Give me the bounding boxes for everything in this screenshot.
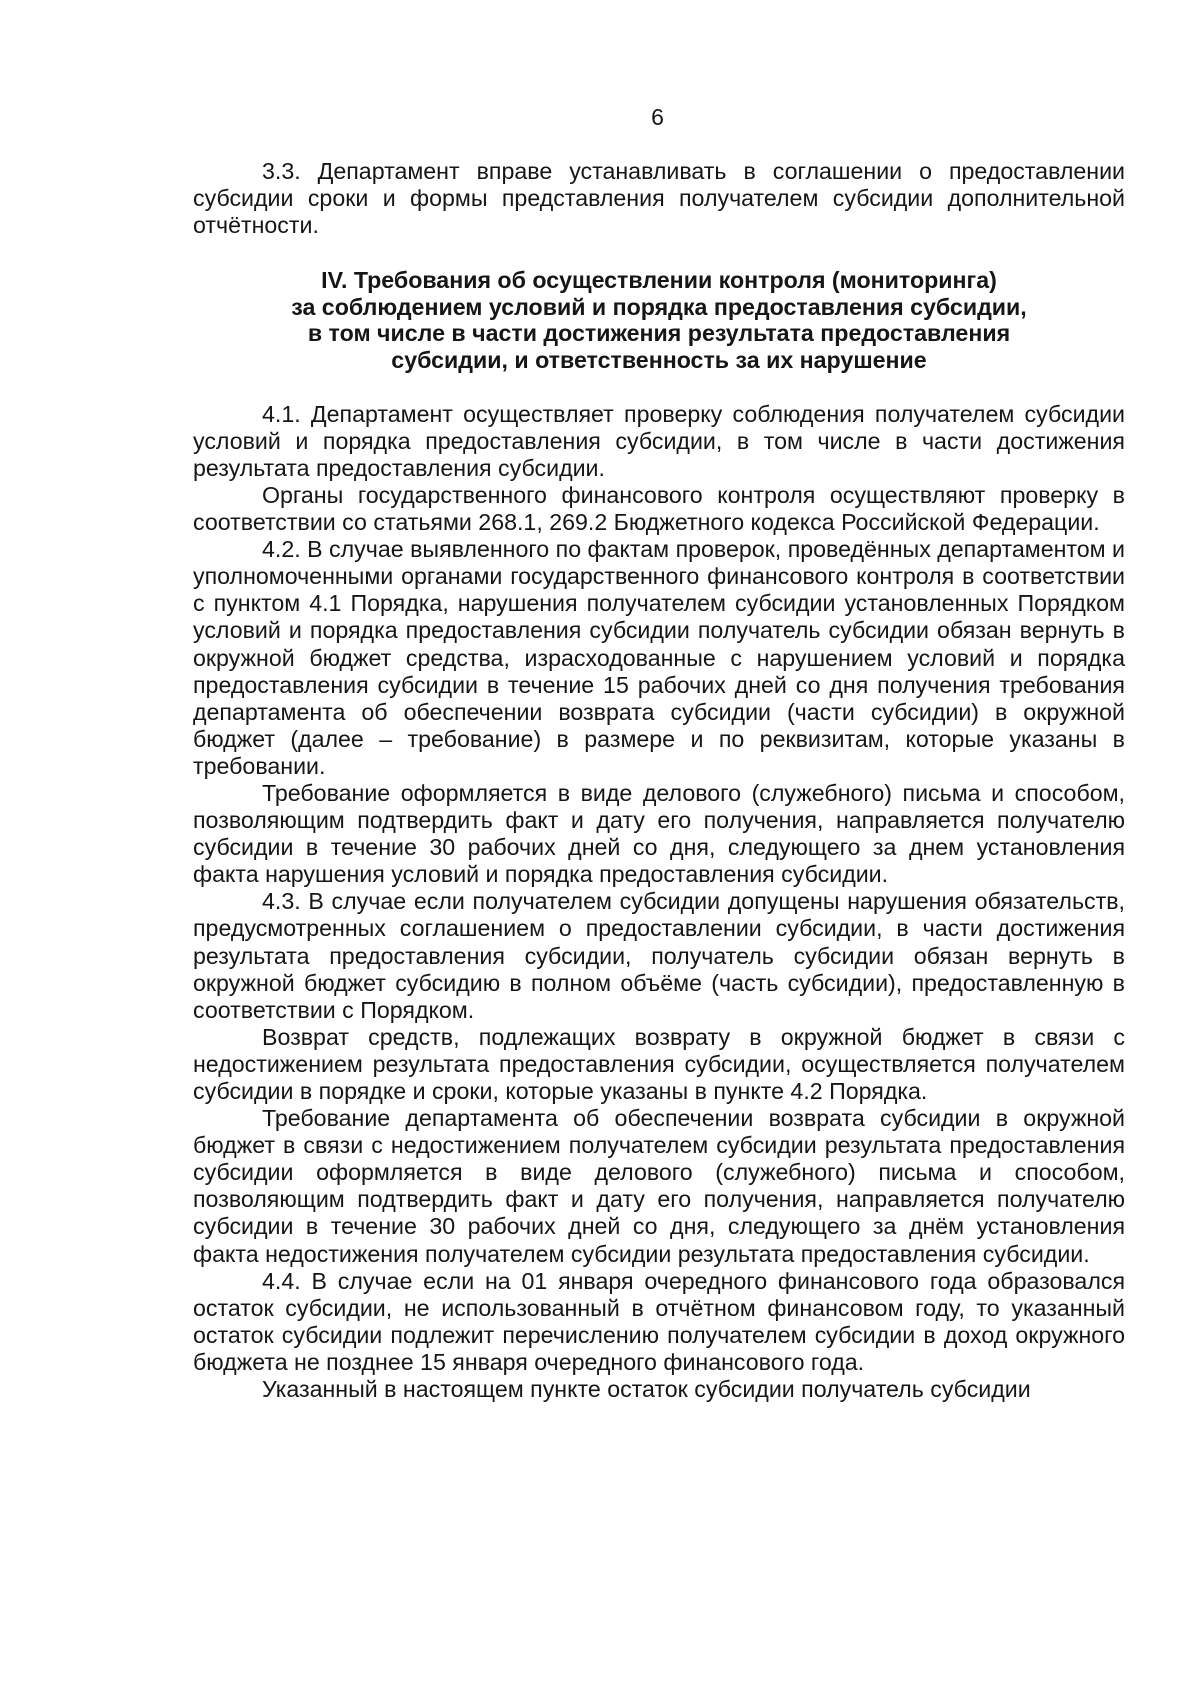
paragraph-4-4: 4.4. В случае если на 01 января очередного финансового года образовался остаток субсидии, не использованный в отчётном финансовом году, то указанный остаток субсидии подлежит перечислению получателем субсидии в доход окружного бюджета не позднее 15 января очередного финансового года.	[193, 1267, 1125, 1375]
page-number: 6	[651, 104, 664, 130]
heading-line: за соблюдением условий и порядка предоставления субсидии,	[291, 293, 1027, 320]
paragraph-remainder: Указанный в настоящем пункте остаток субсидии получатель субсидии	[262, 1376, 1031, 1403]
paragraph-4-2: 4.2. В случае выявленного по фактам проверок, проведённых департаментом и уполномоченными органами государственного финансового контроля в соответствии с пунктом 4.1 Порядка, нарушения получателем субсидии установленных Порядком условий и порядка предоставления субсидии получатель субсидии обязан вернуть в окружной бюджет средства, израсходованные с нарушением условий и порядка предоставления субсидии в течение 15 рабочих дней со дня получения требования департамента об обеспечении возврата субсидии (части субсидии) в окружной бюджет (далее – требование) в размере и по реквизитам, которые указаны в требовании.	[193, 536, 1125, 779]
section-heading	[193, 267, 1125, 373]
paragraph-4-3: 4.3. В случае если получателем субсидии допущены нарушения обязательств, предусмотренных соглашением о предоставлении субсидии, в части достижения результата предоставления субсидии, получатель субсидии обязан вернуть в окружной бюджет субсидию в полном объёме (часть субсидии), предоставленную в соответствии с Порядком.	[193, 888, 1125, 1023]
heading-line: IV. Требования об осуществлении контроля (мониторинга)	[321, 267, 997, 294]
paragraph-4-1: 4.1. Департамент осуществляет проверку соблюдения получателем субсидии условий и порядка предоставления субсидии, в том числе в части достижения результата предоставления субсидии.	[193, 400, 1125, 481]
heading-line: в том числе в части достижения результата предоставления	[307, 320, 1011, 347]
paragraph-control-bodies: Органы государственного финансового контроля осуществляют проверку в соответствии со статьями 268.1, 269.2 Бюджетного кодекса Российской Федерации.	[193, 481, 1125, 536]
paragraph-department-requirement: Требование департамента об обеспечении возврата субсидии в окружной бюджет в связи с недостижением получателем субсидии результата предоставления субсидии оформляется в виде делового (служебного) письма и способом, позволяющим подтвердить факт и дату его получения, направляется получателю субсидии в течение 30 рабочих дней со дня, следующего за днём установления факта недостижения получателем субсидии результата предоставления субсидии.	[193, 1105, 1125, 1267]
paragraph-requirement-form: Требование оформляется в виде делового (служебного) письма и способом, позволяющим подтвердить факт и дату его получения, направляется получателю субсидии в течение 30 рабочих дней со дня, следующего за днем установления факта нарушения условий и порядка предоставления субсидии.	[193, 779, 1125, 888]
paragraph-refund: Возврат средств, подлежащих возврату в окружной бюджет в связи с недостижением результата предоставления субсидии, осуществляется получателем субсидии в порядке и сроки, которые указаны в пункте 4.2 Порядка.	[193, 1023, 1125, 1104]
heading-line: субсидии, и ответственность за их нарушение	[391, 347, 927, 374]
document-body	[193, 158, 1125, 1403]
paragraph-3-3: 3.3. Департамент вправе устанавливать в соглашении о предоставлении субсидии сроки и формы представления получателем субсидии дополнительной отчётности.	[193, 158, 1125, 239]
